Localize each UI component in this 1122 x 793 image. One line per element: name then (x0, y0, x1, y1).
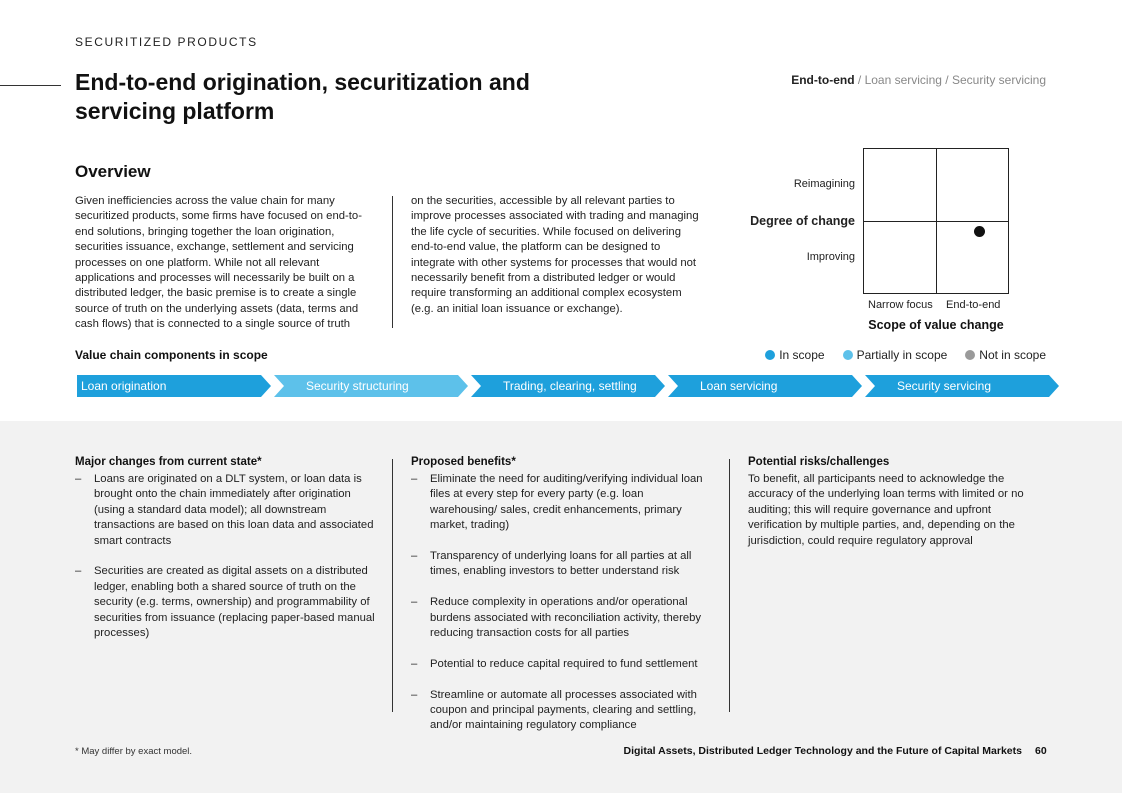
page-number: 60 (1035, 745, 1047, 757)
risks-heading: Potential risks/challenges (748, 456, 890, 468)
y-label-improving: Improving (806, 251, 855, 263)
changes-heading: Major changes from current state* (75, 456, 262, 468)
changes-list (75, 472, 375, 657)
column-divider (392, 459, 393, 712)
change-matrix (863, 148, 1009, 294)
value-chain-step-label: Loan origination (81, 379, 167, 393)
legend-not-in-scope: Not in scope (965, 348, 1046, 362)
breadcrumb-loan-servicing[interactable]: Loan servicing (864, 73, 942, 87)
breadcrumb-active[interactable]: End-to-end (791, 73, 855, 87)
column-divider (392, 196, 393, 328)
matrix-position-marker (974, 226, 985, 237)
overview-text-col1: Given inefficiencies across the value chain for many securitized products, some firms have focused on end-to-end solutions, bringing together the loan origination, securities issuance, exchange, settlement and servicing processes on one platform. While not all relevant applications and processes will necessarily be built on a distributed ledger, the basic premise is to create a single source of truth on the underlying assets (data, terms and cash flows) that is connected to a single source of truth (75, 195, 362, 331)
benefits-heading: Proposed benefits* (411, 456, 516, 468)
legend-in-scope: In scope (765, 348, 824, 362)
legend-dot-icon (843, 350, 853, 360)
list-item: – Loans are originated on a DLT system, or loan data is brought onto the chain immediately after origination (using a standard data model); all downstream transactions are based on this loan data and associated smart contracts (75, 472, 375, 549)
value-chain-legend (765, 348, 1046, 362)
y-label-reimagining: Reimagining (793, 178, 855, 190)
legend-dot-icon (965, 350, 975, 360)
report-title: Digital Assets, Distributed Ledger Technology and the Future of Capital Markets (623, 745, 1022, 757)
breadcrumb-separator: / (854, 73, 865, 87)
value-chain-title: Value chain components in scope (75, 348, 268, 362)
overview-text-col2: on the securities, accessible by all relevant parties to improve processes associated with trading and managing the life cycle of securities. While focused on delivering end-to-end value, the platform can be designed to integrate with other systems for processes that would not necessarily benefit from a distributed ledger or would require transforming an additional complex ecosystem (e.g. an initial loan issuance or exchange). (411, 195, 699, 315)
legend-partially-in-scope: Partially in scope (843, 348, 948, 362)
list-item: – Streamline or automate all processes associated with coupon and principal payments, clearing and settling, and/or maintaining regulatory compliance (411, 688, 711, 734)
matrix-horizontal-line (864, 221, 1008, 222)
value-chain-step-label: Loan servicing (700, 379, 778, 393)
value-chain-step-label: Security servicing (897, 379, 992, 393)
y-axis-title: Degree of change (750, 214, 855, 228)
overview-heading: Overview (75, 162, 151, 181)
title-rule (0, 85, 61, 86)
value-chain-bar (77, 375, 1067, 397)
list-item: – Securities are created as digital assets on a distributed ledger, enabling both a shared source of truth on the security (e.g. terms, ownership) and programmability of securities from issuance (replacing paper-based manual processes) (75, 564, 375, 641)
section-label: SECURITIZED PRODUCTS (75, 35, 258, 49)
list-item: – Potential to reduce capital required to fund settlement (411, 657, 711, 672)
list-item: – Eliminate the need for auditing/verifying individual loan files at every step for every party (e.g. loan warehousing/ sales, credit enhancements, primary market, trading) (411, 472, 711, 534)
value-chain-step-label: Security structuring (306, 379, 409, 393)
x-label-end-to-end: End-to-end (946, 299, 1001, 311)
benefits-list (411, 472, 711, 749)
breadcrumb-separator: / (941, 73, 952, 87)
value-chain-step-label: Trading, clearing, settling (503, 379, 637, 393)
risks-text: To benefit, all participants need to acknowledge the accuracy of the underlying loan terms with limited or no auditing; this will require governance and upfront verification by multiple parties, and, depending on the jurisdiction, could require regulatory approval (748, 473, 1024, 547)
footnote: * May differ by exact model. (75, 746, 193, 757)
list-item: – Transparency of underlying loans for all parties at all times, enabling investors to better understand risk (411, 549, 711, 580)
list-item: – Reduce complexity in operations and/or operational burdens associated with reconciliation activity, thereby reducing transaction costs for all parties (411, 595, 711, 641)
breadcrumb (791, 73, 1046, 87)
value-chain-arrows (77, 375, 1067, 397)
legend-dot-icon (765, 350, 775, 360)
x-label-narrow-focus: Narrow focus (868, 299, 933, 311)
page-title: End-to-end origination, securitization and servicing platform (75, 69, 530, 124)
column-divider (729, 459, 730, 712)
breadcrumb-security-servicing[interactable]: Security servicing (951, 73, 1046, 87)
x-axis-title: Scope of value change (868, 318, 1004, 332)
